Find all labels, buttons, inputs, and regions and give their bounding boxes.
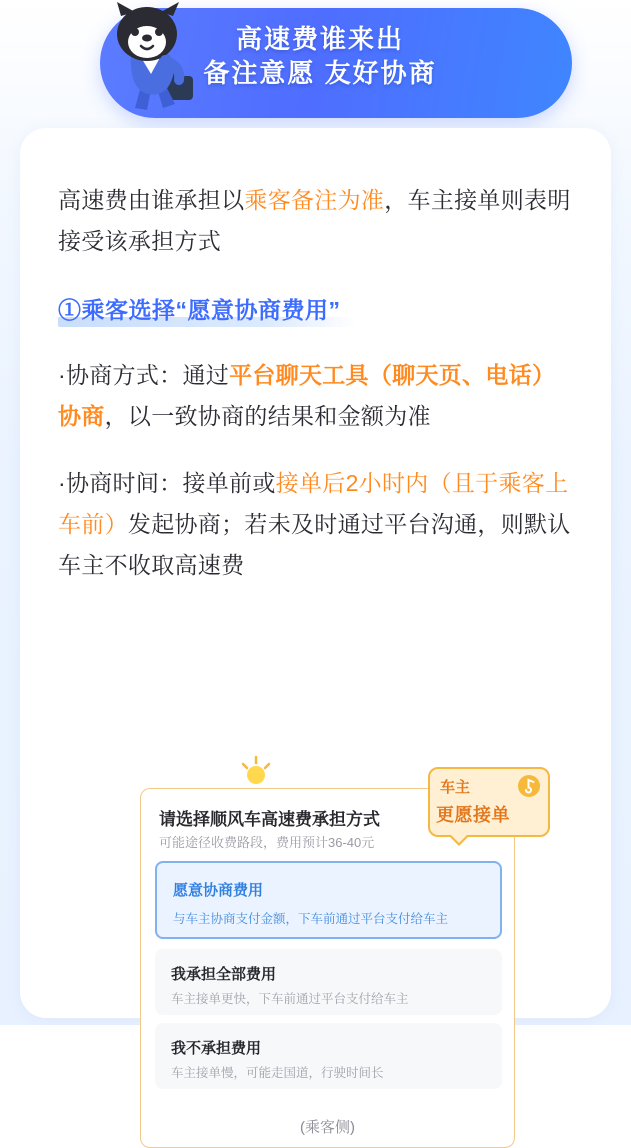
rule1-text-1: ·协商方式：通过 xyxy=(58,362,230,388)
intro-text-2: ，车主接单则表明接受该承担方式 xyxy=(58,187,571,254)
section-title: ①乘客选择“愿意协商费用” xyxy=(58,292,341,325)
option-pay-all[interactable] xyxy=(155,949,502,1015)
callout-line1: 车主 xyxy=(440,779,471,796)
mock-caption: (乘客侧) xyxy=(300,1119,355,1136)
rule1-highlight: 平台聊天工具（聊天页、电话）协商 xyxy=(58,362,556,429)
option-pay-none[interactable] xyxy=(155,1023,502,1089)
option-pay-none-title: 我不承担费用 xyxy=(171,1040,262,1057)
option-negotiate-title: 愿意协商费用 xyxy=(173,882,264,899)
mock-title: 请选择顺风车高速费承担方式 xyxy=(159,810,380,829)
option-negotiate[interactable] xyxy=(155,861,502,939)
rule2-text-1: ·协商时间：接单前或 xyxy=(58,470,276,496)
mock-subtitle: 可能途径收费路段，费用预计36-40元 xyxy=(159,835,375,850)
driver-preference-callout xyxy=(428,767,550,837)
rule-negotiation-time xyxy=(58,463,578,586)
option-pay-none-desc: 车主接单慢，可能走国道，行驶时间长 xyxy=(171,1066,384,1080)
intro-paragraph xyxy=(58,180,578,262)
passenger-side-mock xyxy=(140,779,515,1148)
intro-text-1: 高速费由谁承担以 xyxy=(58,187,245,213)
intro-highlight: 乘客备注为准 xyxy=(244,187,385,213)
banner-title-line1: 高速费谁来出 xyxy=(235,24,404,54)
content-card xyxy=(20,128,611,1136)
dog-mascot-icon xyxy=(95,0,225,130)
rule-negotiation-method xyxy=(58,355,578,437)
callout-line2: 更愿接单 xyxy=(436,805,510,825)
rule2-highlight: 接单后2小时内（且于乘客上车前） xyxy=(58,470,569,537)
content-body xyxy=(58,180,578,612)
banner-title-line2: 备注意愿 友好协商 xyxy=(203,58,437,88)
rule1-text-2: ，以一致协商的结果和金额为准 xyxy=(104,403,431,429)
option-pay-all-title: 我承担全部费用 xyxy=(171,966,277,983)
option-negotiate-desc: 与车主协商支付金额，下车前通过平台支付给车主 xyxy=(173,912,449,926)
thumb-note-icon xyxy=(516,773,542,799)
sparkle-icon xyxy=(239,755,273,789)
option-pay-all-desc: 车主接单更快，下车前通过平台支付给车主 xyxy=(171,992,409,1006)
rule2-text-2: 发起协商；若未及时通过平台沟通，则默认车主不收取高速费 xyxy=(58,511,571,578)
